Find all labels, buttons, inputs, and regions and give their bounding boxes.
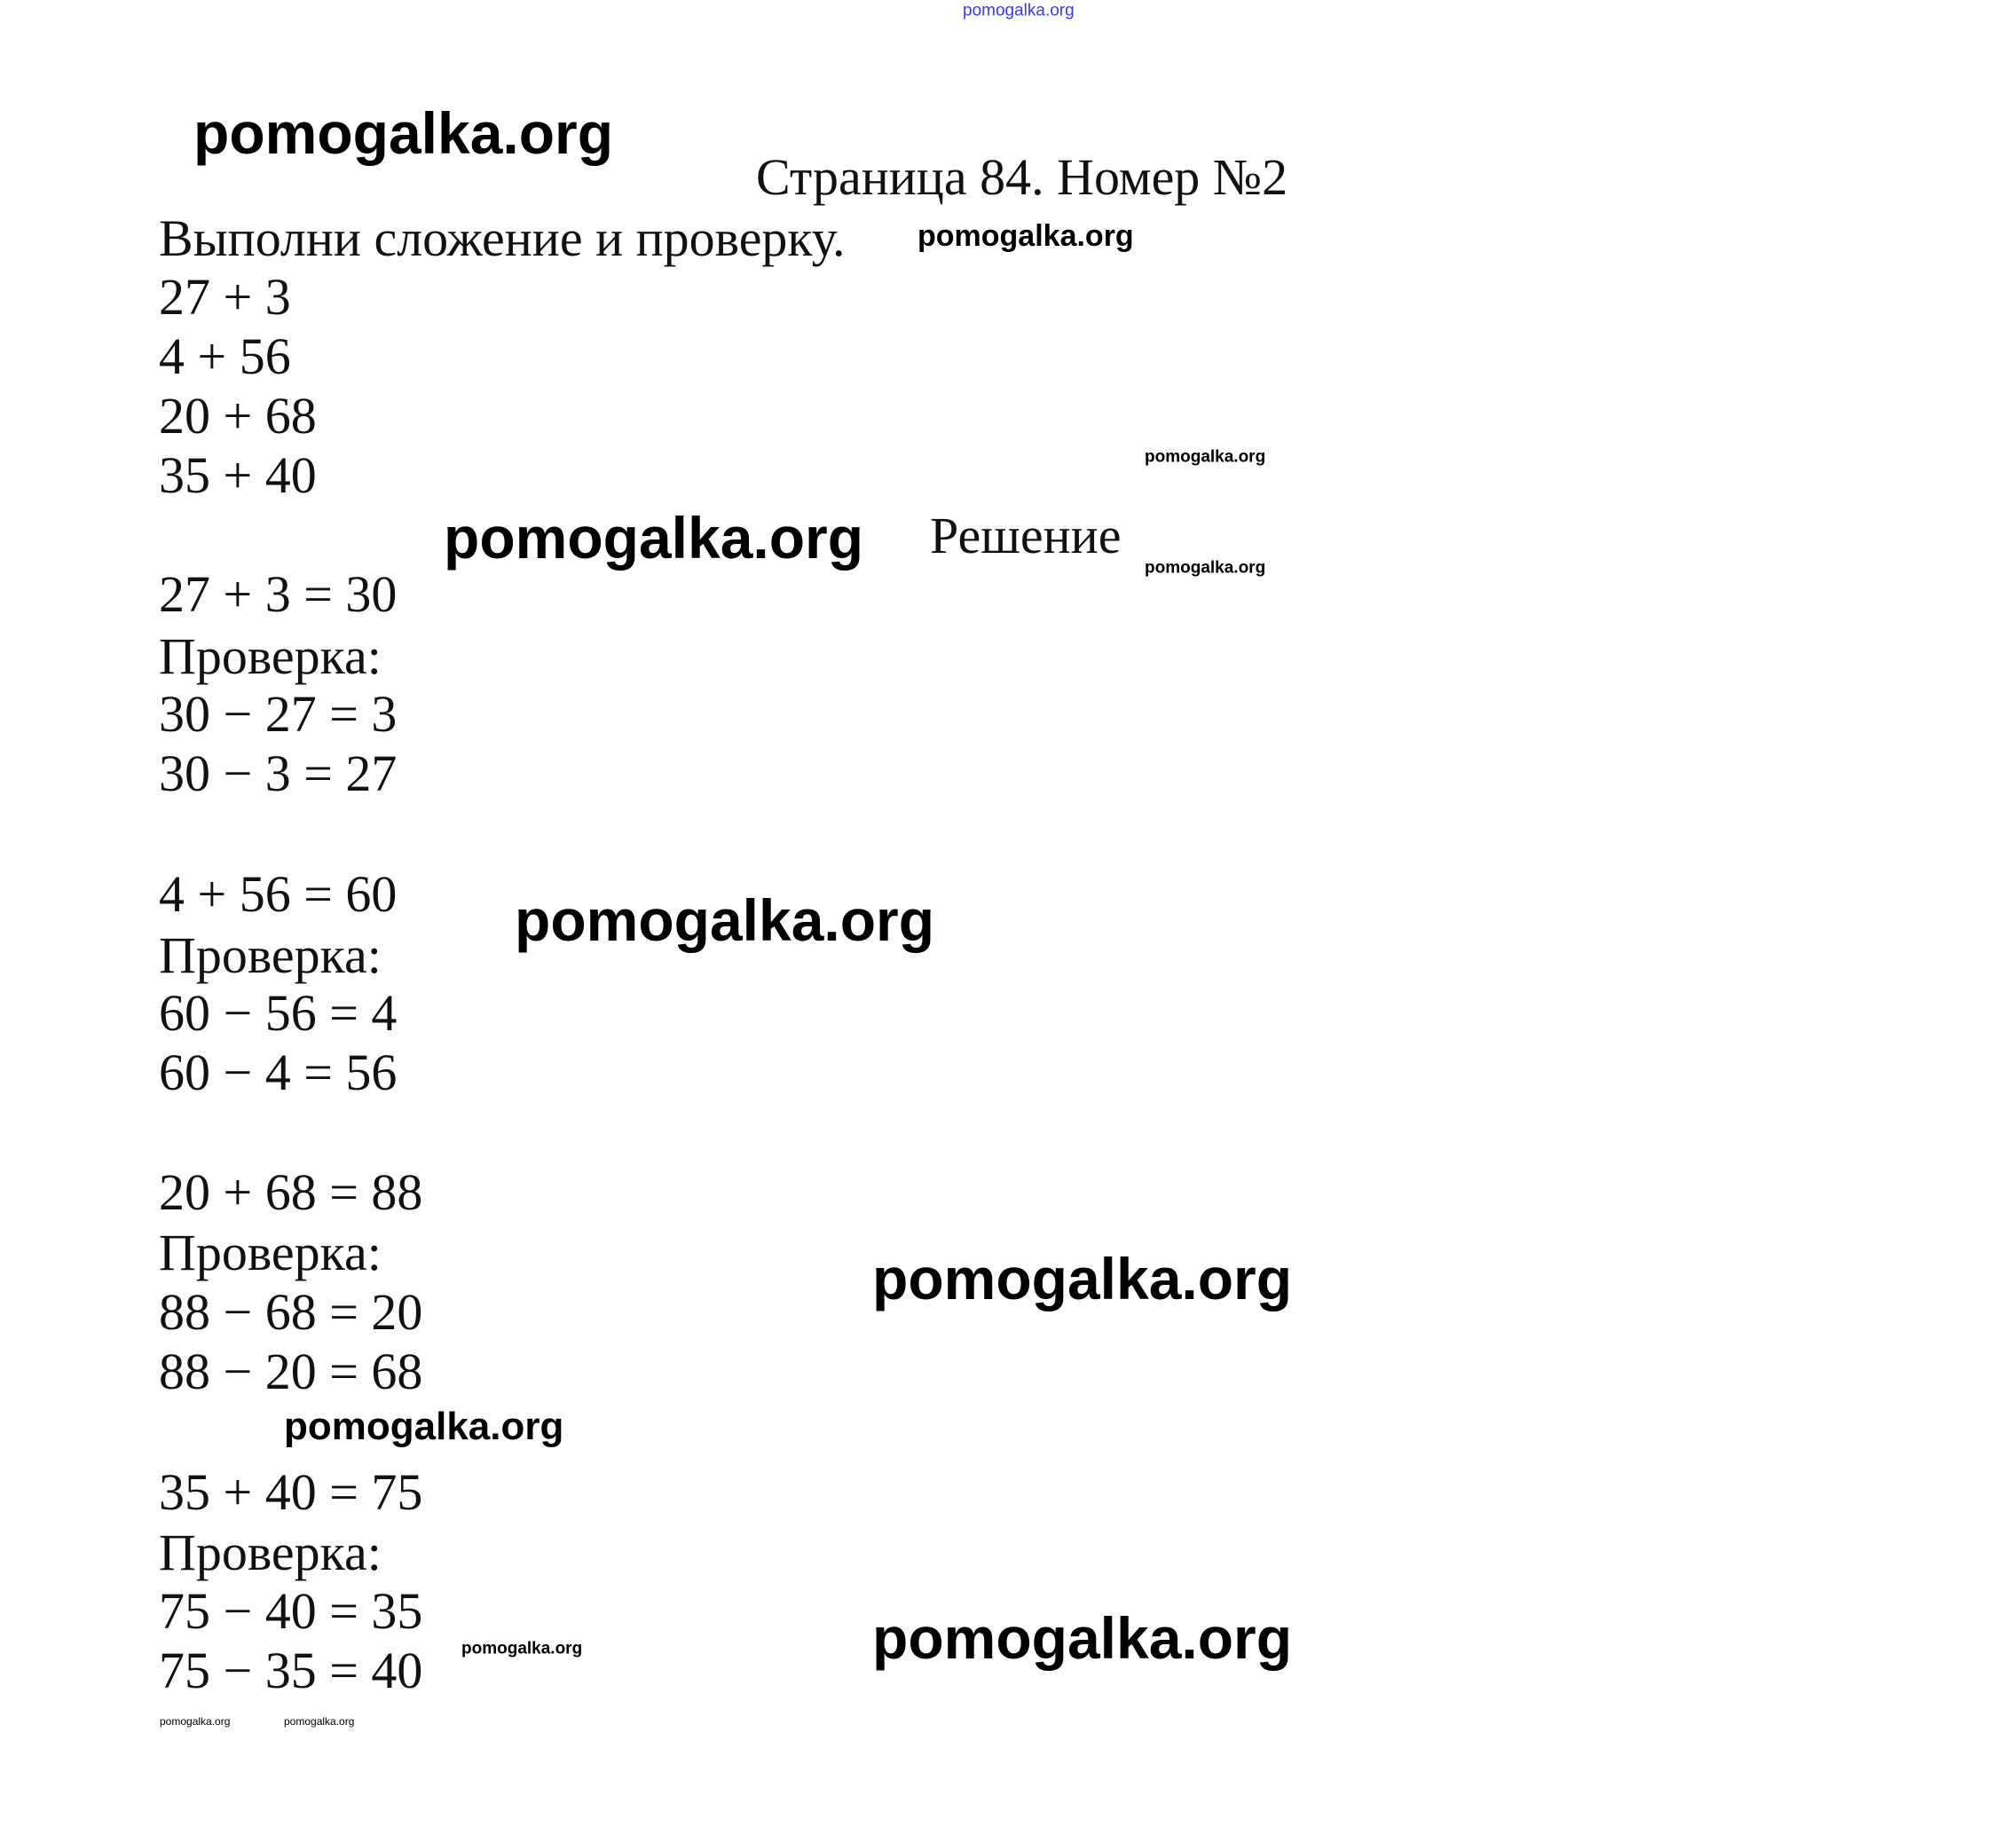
check-label: Проверка: xyxy=(159,627,382,685)
watermark-top[interactable]: pomogalka.org xyxy=(963,1,1075,20)
check-line: 30 − 27 = 3 xyxy=(159,685,398,743)
watermark: pomogalka.org xyxy=(193,100,614,166)
watermark: pomogalka.org xyxy=(1145,447,1266,467)
check-line: 88 − 20 = 68 xyxy=(159,1343,423,1400)
check-line: 30 − 3 = 27 xyxy=(159,744,398,802)
check-label: Проверка: xyxy=(159,926,382,984)
check-line: 75 − 40 = 35 xyxy=(159,1582,423,1640)
watermark: pomogalka.org xyxy=(461,1639,583,1658)
watermark: pomogalka.org xyxy=(1145,558,1266,578)
check-label: Проверка: xyxy=(159,1524,382,1581)
check-line: 60 − 4 = 56 xyxy=(159,1044,398,1101)
watermark: pomogalka.org xyxy=(284,1405,564,1448)
problem: 20 + 68 xyxy=(159,387,317,445)
solution-equation: 4 + 56 = 60 xyxy=(159,865,398,923)
check-label: Проверка: xyxy=(159,1224,382,1281)
page-title: Страница 84. Номер №2 xyxy=(756,148,1288,206)
problem: 35 + 40 xyxy=(159,446,317,504)
problem: 4 + 56 xyxy=(159,327,291,385)
solution-equation: 35 + 40 = 75 xyxy=(159,1463,423,1521)
solution-heading: Решение xyxy=(930,507,1122,564)
check-line: 88 − 68 = 20 xyxy=(159,1283,423,1341)
solution-equation: 27 + 3 = 30 xyxy=(159,565,398,623)
problem: 27 + 3 xyxy=(159,268,291,326)
watermark: pomogalka.org xyxy=(872,1246,1293,1311)
check-line: 60 − 56 = 4 xyxy=(159,984,398,1042)
watermark: pomogalka.org xyxy=(284,1715,355,1728)
watermark: pomogalka.org xyxy=(160,1715,231,1728)
watermark: pomogalka.org xyxy=(917,219,1134,253)
solution-equation: 20 + 68 = 88 xyxy=(159,1163,423,1221)
watermark: pomogalka.org xyxy=(872,1605,1293,1671)
check-line: 75 − 35 = 40 xyxy=(159,1642,423,1699)
watermark: pomogalka.org xyxy=(515,887,935,953)
task-text: Выполни сложение и проверку. xyxy=(159,209,846,267)
watermark: pomogalka.org xyxy=(444,505,864,571)
